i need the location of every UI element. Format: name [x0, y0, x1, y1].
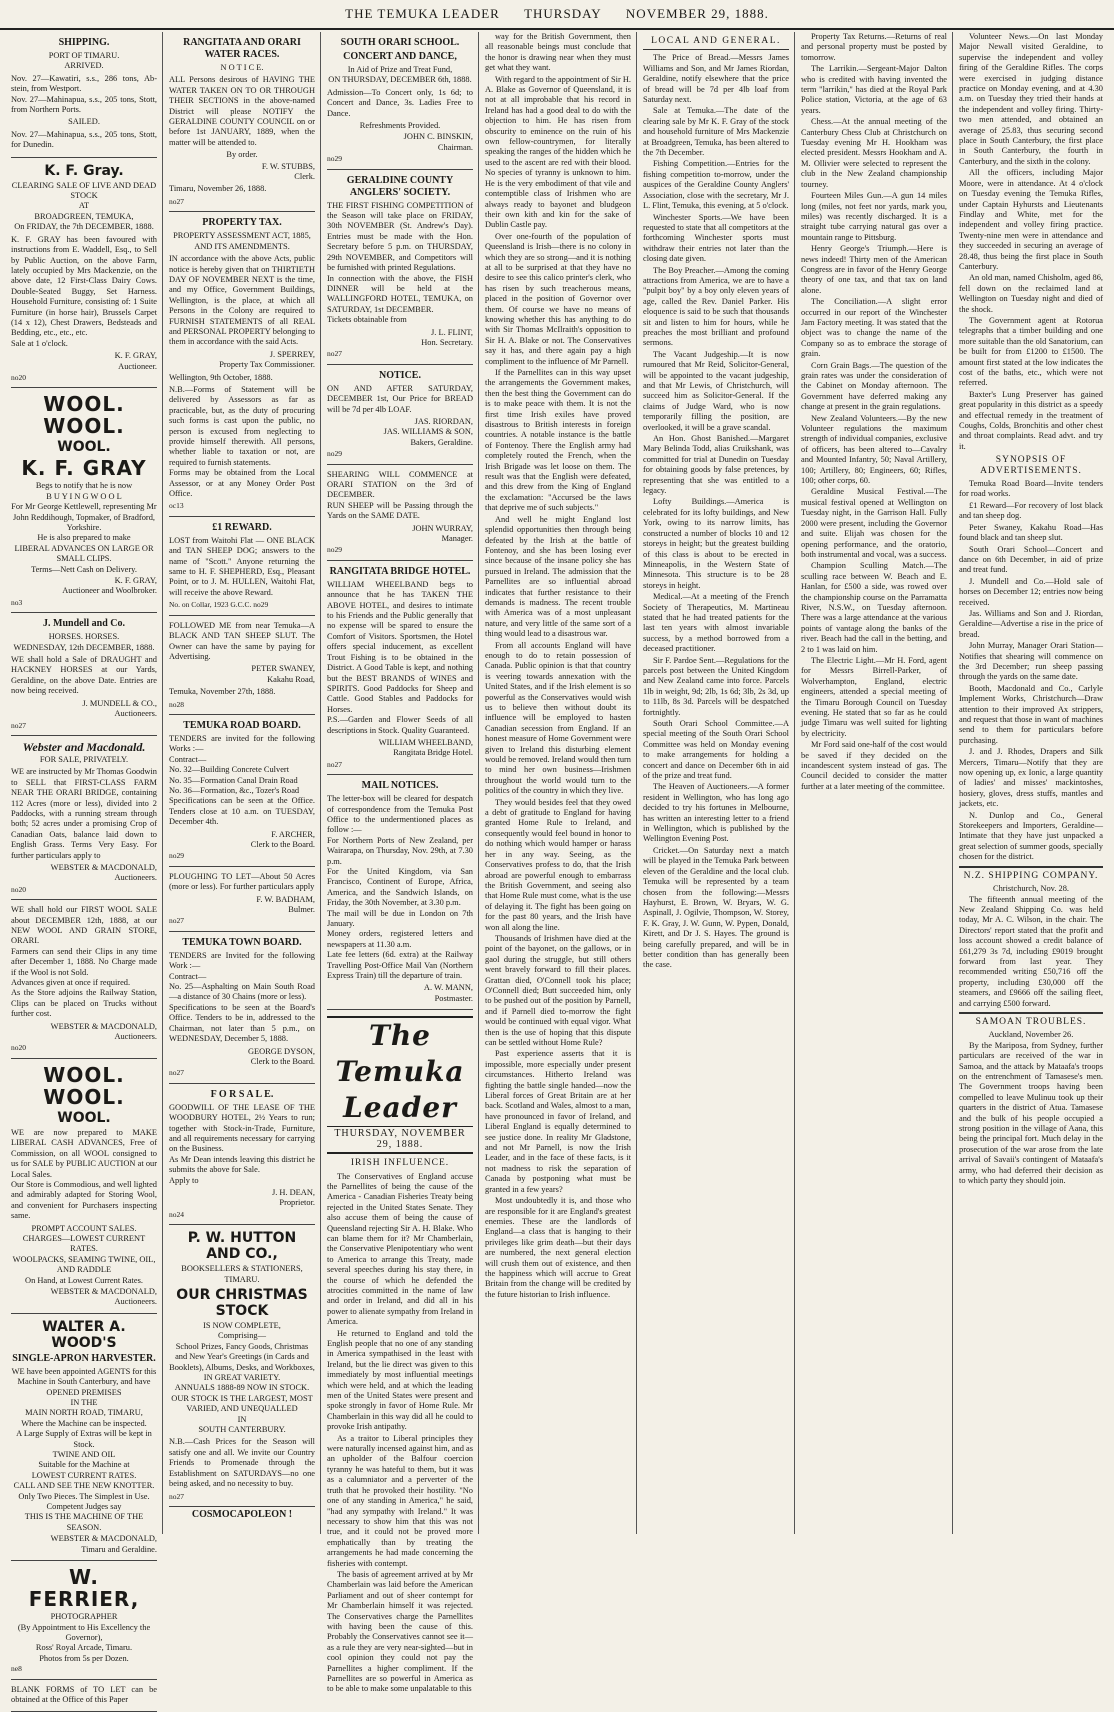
hutton-ad — [169, 1225, 315, 1507]
gray-heading: K. F. Gray. — [44, 162, 124, 179]
cosmo-heading: COSMOCAPOLEON ! — [191, 1508, 293, 1520]
synopsis-item: J. Mundell and Co.—Hold sale of horses on December 12; entries now being received. — [959, 576, 1103, 607]
local-paragraph: Property Tax Returns.—Returns of real and personal property must be posted by tomorrow. — [801, 32, 947, 62]
webster-subheading: FOR SALE, PRIVATELY. — [39, 754, 129, 764]
tax-subheading: PROPERTY ASSESSMENT ACT, 1885, AND ITS AMENDMENTS. — [173, 231, 311, 251]
bridge-hotel-body: WILLIAM WHEELBAND begs to announce that he has TAKEN THE ABOVE HOTEL, and desires to intimate to his Friends and the Public generally that no expense will be spared to ensure the Comfort of Visitors. Sportsmen, the Hotel offers special inducement, as excellent Trout Fishing is to be obtained in the District. A Good Table is kept, and nothing but the BEST BRANDS of WINES and SPIRITS. Good Paddocks for Sheep and Cattle. Good Stables and Paddocks for Horses. P.S.—Garden and Flower Seeds of all descriptions in Stock. Quality Guaranteed. — [327, 579, 473, 735]
local-paragraph: Volunteer News.—On last Monday Major Newall visited Geraldine, to supervise the independent and volley firing of the Geraldine Rifles. The corps were exercised in judging distance practice on Monday evening, and at 4.30 a.m. on Tuesday they tried their hands at the independent and volley firing. Thirty-two men attended, and obtained an average of 25.83, thus securing second place in South Canterbury, the first place in South Canterbury, the fourth in Canterbury, and the sixth in the colony. — [959, 32, 1103, 166]
editorial-paragraph: And well he might England lost splendid opportunities then through being defeated by the Irish at the battle of Fontenoy, and she has been losing ever since because of the insane policy she has pursued in Ireland. The admission that the Parnellites are so influential abroad indicates that further resistance to their demands is madness. The recent trouble with America was of a most unpleasant nature, and very little of the same sort of a thing would lead to a disastrous war. — [485, 514, 631, 639]
school-concert-ad — [327, 32, 473, 170]
nz-shipping-body: The fifteenth annual meeting of the New Zealand Shipping Co. was held today, Mr A. C. Wilson, in the chair. The Directors' report stated that the profit and loss account showed a credit balance of £61,279 3s 7d, including £9019 brought forward from last year. They recommended writing £50,716 off the property, including £30,000 off the steamers, and £9666 off the sailing fleet, and carrying £500 forward. — [959, 894, 1103, 1008]
synopsis-item: N. Dunlop and Co., General Storekeepers and Importers, Geraldine—Intimate that they have just unpacked a great selection of summer goods, specially chosen for the district. — [959, 810, 1103, 862]
masthead-day: THURSDAY — [524, 6, 602, 21]
reward-body: LOST from Waitohi Flat — ONE BLACK and TAN SHEEP DOG; answers to the name of "Scott." Anyone returning the same to H. F. SHEPHERD, Esq., Pleasant Point, or to J. M. HULLEN, Waitohi Flat, will receive the above Reward. — [169, 535, 315, 597]
nz-shipping-place: Christchurch, Nov. 28. — [993, 884, 1069, 894]
synopsis-item: Jas. Williams and Son and J. Riordan, Geraldine—Advertise a rise in the price of bread. — [959, 608, 1103, 639]
notice-signature: JAS. RIORDAN, JAS. WILLIAMS & SON, Bakers, Geraldine. — [383, 416, 473, 447]
rang-notice: N O T I C E. — [220, 63, 264, 72]
anglers-ref: no27 — [327, 349, 342, 359]
gray-place: BROADGREEN, TEMUKA, — [34, 211, 134, 221]
column-7 — [954, 32, 1108, 1534]
irish-heading: IRISH INFLUENCE. — [350, 1158, 450, 1169]
wool2-signature: WEBSTER & MACDONALD, Auctioneers. — [50, 1021, 157, 1042]
local-paragraph: Champion Sculling Match.—The sculling race between W. Beach and E. Hanlan, for £500 a side, was rowed over the championship course on the Parramatta River, N.S.W., on Tuesday afternoon. There was a large attendance at the various points of vantage along the banks of the river. Beach had the call in the betting, and 2 to 1 was laid on him. — [801, 561, 947, 654]
local-paragraph: An old man, named Chisholm, aged 86, fell down on the reclaimed land at Wellington on Tuesday night and died of the shock. — [959, 273, 1103, 314]
anglers-heading: GERALDINE COUNTY ANGLERS' SOCIETY. — [346, 174, 454, 198]
samoa-body: By the Mariposa, from Sydney, further particulars are received of the war in Samoa, and the attack by Mataafa's troops on the entrenchment of Tamasese's men. The Government troops having been compelled to leave Mulinuu took up their quarters in the district of Atua. Tamasese and the bulk of his people occupied a strong position in the village of Aana, this being the principal fort. Much delay in the prosecution of the war arose from the late arrival of Savaii's contingent of Mataafa's army, who had deferred their decision as to which party they should join. — [959, 1040, 1103, 1186]
section-rule — [959, 866, 1103, 868]
column-6 — [796, 32, 953, 1534]
tax-signature: J. SPERREY, Property Tax Commissioner. — [219, 349, 315, 370]
school-date: ON THURSDAY, DECEMBER 6th, 1888. — [328, 75, 472, 85]
hutton-christmas: OUR CHRISTMAS STOCK — [176, 1287, 308, 1319]
town-heading: TEMUKA TOWN BOARD. — [182, 936, 302, 948]
samoa-place: Auckland, November 26. — [988, 1030, 1074, 1040]
found-dog-ad — [169, 616, 315, 715]
wool-ref: no3 — [11, 597, 23, 607]
road-ref: no29 — [169, 851, 184, 861]
ferrier-ref: ne8 — [11, 1664, 22, 1674]
nameplate-dateline: THURSDAY, NOVEMBER 29, 1888. — [327, 1126, 473, 1154]
local-paragraph: Chess.—At the annual meeting of the Canterbury Chess Club at Christchurch on Tuesday evening Mr H. Hookham was elected president. Messrs Hookham and A. M. Ollivier were selected to represent the club in the New Zealand championship tourney. — [801, 117, 947, 189]
synopsis-item: John Murray, Manager Orari Station—Notifies that shearing will commence on the 3rd December; run sheep passing through the yards on the same date. — [959, 641, 1103, 682]
hotel-sale-ad — [169, 1084, 315, 1225]
mundell-signature: J. MUNDELL & CO., Auctioneers. — [82, 698, 157, 719]
mail-heading: MAIL NOTICES. — [361, 780, 439, 792]
editorial-paragraph: way for the British Government, then all reasonable beings must conclude that the honor is drawing near when they must get what they want. — [485, 32, 631, 73]
wool-body: Begs to notify that he is now B U Y I N G W O O L For Mr George Kettlewell, representing Mr John Reddihough, Topmaker, of Bradford, Yorkshire. He is also prepared to make LIBERAL ADVANCES ON LARGE OR SMALL CLIPS. — [11, 481, 157, 564]
school-ref: no29 — [327, 154, 342, 164]
arrived-heading: ARRIVED. — [64, 61, 104, 71]
local-paragraph: Geraldine Musical Festival.—The musical festival opened at Wellington on Tuesday night, in the Garrison Hall. Fully 2000 were present, including the Governor and suite. Elijah was chosen for the opening performance, and the oratorio, both instrumental and vocal, was a success. — [801, 487, 947, 559]
rang-signature: F. W. STUBBS, Clerk. — [261, 161, 315, 182]
synopsis-item: £1 Reward—For recovery of lost black and tan sheep dog. — [959, 500, 1103, 521]
blank-forms-text: BLANK FORMS of TO LET can be obtained at the Office of this Paper — [11, 1684, 157, 1704]
irish-paragraph: The Conservatives of England accuse the Parnellites of being the cause of the America - Canadian Fisheries Treaty being rejected in the United States Senate. They also accuse them of being the cause of Queensland rejecting Sir A. H. Blake. Who can blame them for it? Mr Chamberlain, the Conservative Plenipotentiary who went to America to arrange this Treaty, made several speeches during his stay there, in the course of which he defended the atrocities committed in the name of law and order in Ireland, and did all in his power to alienate sympathy from Ireland in America. — [327, 1171, 473, 1327]
column-1 — [6, 32, 163, 1704]
local-paragraph: Sir F. Pardoe Sent.—Regulations for the parcels post between the United Kingdom and New Zealand came into force. Parcels 1lb in weight, 9d; 2lb, 1s 6d; 3lb, 2s 3d, up to 11lb, 8s 3d. Parcels will be despatched fortnightly. — [643, 655, 789, 717]
editorial-paragraph: With regard to the appointment of Sir H. A. Blake as Governor of Queensland, it is not at all improbable that his record in Ireland has had a good deal to do with the objection to him. He has risen from obscurity to eminence on the ruin of his own fellow-countrymen, for literally speaking the ranges of the hidden which he used to the ascent are red with their blood. No species of tyranny is unknown to him. He is the very embodiment of that vile and contemptible class of Irishmen who are always ready to bayonet and bludgeon their own kith and kin for the sake of Dublin Castle pay. — [485, 74, 631, 230]
mail-signature: A. W. MANN, Postmaster. — [423, 983, 473, 1003]
local-paragraph: South Orari School Committee.—A special meeting of the South Orari School Committee was held on Monday evening to make arrangements for holding a concert and dance on December 6th in aid of the prize and treat fund. — [643, 719, 789, 781]
editorial-paragraph: Past experience asserts that it is impossible, more especially under present circumstances. Hitherto Ireland was fighting the battle single handed—now the Liberal forces of Great Britain are at her back. Scotland and Wales, almost to a man, have pronounced in favor of Ireland, and Liberal England is equally determined to see justice done. In reality Mr Gladstone, and not Mr Parnell, is now the Irish Leader, and in the face of these facts, is it not madness to risk the separation of Canada by postponing what must be granted in a few years? — [485, 1049, 631, 1194]
synopsis-item: J. and J. Rhodes, Drapers and Silk Mercers, Timaru—Notify that they are now opening up, ex Ionic, a large quantity of ladies' and misses' mackintoshes, hosiery, gloves, dress stuffs, mantles and jackets, etc. — [959, 747, 1103, 809]
columns — [6, 32, 1108, 1704]
rang-heading: RANGITATA AND ORARI WATER RACES. — [183, 37, 301, 60]
local-paragraph: Fourteen Miles Gun.—A gun 14 miles long (miles, not feet nor yards, mark you, miles) was recently discharged. It is a straight tube carrying natural gas over a mountain range to Pittsburg. — [801, 191, 947, 242]
wood-harvester-ad — [11, 1314, 157, 1561]
mail-notices — [327, 775, 473, 1010]
local-paragraph: Cricket.—On Saturday next a match will be played in the Temuka Park between eleven of the Geraldine and the local club. Temuka will be represented by a team chosen from the following:—Messrs Hayhurst, E. Brown, W. Bryars, W. G. Aspinall, J. Ogilvie, Thompson, W. Storey, F. K. Gray, J. W. Gunn, W. Pypen, Donald, Kirett, and Dr J. S. Hayes. The ground is being carefully prepared, and will be in better condition than has generally been the case. — [643, 845, 789, 970]
samoa-heading: SAMOAN TROUBLES. — [975, 1016, 1087, 1027]
plough-signature: F. W. BADHAM, Bulmer. — [256, 894, 315, 915]
wool-subheading: WOOL. — [57, 439, 111, 456]
gray-clearing-sale-ad — [11, 158, 157, 389]
dog-signature: PETER SWANEY, Kakahu Road, — [251, 664, 315, 684]
mail-body: The letter-box will be cleared for despatch of correspondence from the Temuka Post Office to the undermentioned places as follow :— For Northern Ports of New Zealand, per Wairarapa, on Thursday, Nov. 29th, at 7.30 p.m. For the United Kingdom, via San Francisco, Continent of Europe, Africa, America, and the Sandwich Islands, on Friday, the 30th November, at 3.30 p.m. The mail will be due in London on 7th January. Money orders, registered letters and newspapers at 11.30 a.m. Late fee letters (6d. extra) at the Railway Travelling Post-Office Mail Van (Northern Express Train) till the departure of train. — [327, 794, 473, 981]
wool3-heading: WOOL. WOOL. — [43, 1062, 125, 1109]
gray-clearing-title: CLEARING SALE OF LIVE AND DEAD STOCK — [11, 180, 157, 201]
shipping-port: PORT OF TIMARU. — [48, 51, 120, 60]
mundell-date: WEDNESDAY, 12th DECEMBER, 1888. — [13, 642, 155, 652]
synopsis-item: Booth, Macdonald and Co., Carlyle Implement Works, Christchurch—Draw attention to their improved Ax strippers, and request that those in want of machines send to them for particulars before purchasing. — [959, 683, 1103, 745]
irish-paragraph: He returned to England and told the English people that no one of any standing in America sympathised in the least with Ireland, but the lie direct was given to this immediately by most influential meetings which were held, and at which the leading men of the United States were present and spoke strongly in favor of Home Rule. Mr Chamberlain in this way did all he could to provoke Irish antipathy. — [327, 1328, 473, 1432]
editorial-paragraph: From all accounts England will have enough to do to retain possession of Canada. Public opinion is that that country is veering towards annexation with the United States, and if the Irish element is so powerful as the Conservatives would wish us to believe then without doubt its influence will be employed to hasten Canadian secession from England. If an honest measure of Home Government were given to Ireland this disturbing element would be removed. Ireland would then turn to mind her own business—Irishmen throughout the world would turn to the politics of the country in which they live. — [485, 640, 631, 796]
editorial-paragraph: Most undoubtedly it is, and those who are responsible for it are England's greatest enemies. These are the landlords of England—a class that is hanging to their privileges like grim death—but their days are numbered, the next general election will crush them out of existence, and then the happiness which will accrue to Great Britain from the change will be credited by the future historian to Irish influence. — [485, 1196, 631, 1299]
wool3-prompt: PROMPT ACCOUNT SALES. CHARGES—LOWEST CURRENT RATES. WOOLPACKS, SEAMING TWINE, OIL, AND RADDLE On Hand, at Lowest Current Rates. — [12, 1223, 156, 1285]
local-paragraph: Sale at Temuka.—The date of the clearing sale by Mr K. F. Gray of the stock and household furniture of Mrs Mackenzie at Broadgreen, Temuka, has been altered to the 7th December. — [643, 106, 789, 158]
column-5 — [638, 32, 795, 1534]
editorial-paragraph: They would besides feel that they owed a debt of gratitude to England for having granted Home Rule to Ireland, and consequently would feel bound in honor to do nothing which would hamper or harass her in any way. Seeing, as the Conservatives profess to do, that the Irish abroad are powerful enough to embarrass the British Government, and seeing also that Home Rule must come, what is the use of delaying it. The fight has been going on for the past 80 years, and the Irish have won all along the line. — [485, 797, 631, 932]
hotel-sale-body: GOODWILL OF THE LEASE OF THE WOODBURY HOTEL, 2½ Years to run; together with Stock-in-Trade, Furniture, and all requirements necessary for carrying on the Business. As Mr Dean intends leaving this district he submits the above for Sale. Apply to — [169, 1102, 315, 1185]
school-refreshments: Refreshments Provided. — [359, 121, 441, 131]
rang-body: ALL Persons desirous of HAVING THE WATER TAKEN ON TO OR THROUGH THEIR SECTIONS in the above-named District will please NOTIFY the GERALDINE COUNTY COUNCIL on or before 1st JANUARY, 1889, when the matter will be attended to. — [169, 75, 315, 147]
plough-ref: no27 — [169, 916, 184, 926]
nameplate: The Temuka Leader — [327, 1016, 473, 1126]
wood-body: WE have been appointed AGENTS for this Machine in South Canterbury, and have OPENED PREMISES IN THE MAIN NORTH ROAD, TIMARU, Where the Machine can be inspected. A Large Supply of Extras will be kept in Stock. TWINE AND OIL Suitable for the Machine at LOWEST CURRENT RATES. CALL AND SEE THE NEW KNOTTER. Only Two Pieces. The Simplest in Use. Competent Judges say THIS IS THE MACHINE OF THE SEASON. — [11, 1366, 157, 1532]
gray-signature: K. F. GRAY, Auctioneer. — [114, 351, 157, 371]
mundell-ref: no27 — [11, 720, 26, 730]
mundell-ad — [11, 613, 157, 736]
synopsis-item: Peter Swaney, Kakahu Road—Has found black and tan sheep slut. — [959, 522, 1103, 543]
school-concert: CONCERT AND DANCE, — [343, 51, 457, 62]
editorial-paragraph: Over one-fourth of the population of Queensland is Irish—there is no colony in which they are so strong—and it is nothing at all to be surprised at that they have no desire to see this calico printer's clerk, who has risen by such treacherous means, placed in the position of Governor over them. Of course we have no means of knowing whether this has anything to do with Sir Thomas McIlraith's opposition to Sir H. A. Blake or not. The Conservatives say it has, and there again pay a high compliment to the influence of Mr Parnell. — [485, 231, 631, 366]
local-paragraph: Fishing Competition.—Entries for the fishing competition to-morrow, under the auspices of the Geraldine County Anglers' Association, close with the secretary, Mr J. L. Flint, Temuka, this evening, at 5 o'clock. — [643, 159, 789, 211]
local-paragraph: Mr Ford said one-half of the cost would be saved if they decided on the incandescent system instead of gas. The Council decided to consider the matter further at a later meeting of the committee. — [801, 740, 947, 791]
gray-wool-ad — [11, 388, 157, 613]
anglers-ad — [327, 170, 473, 365]
shearing-ad — [327, 465, 473, 561]
shear-ref: no29 — [327, 545, 342, 555]
wood-subheading: SINGLE-APRON HARVESTER. — [12, 1352, 156, 1364]
local-general-heading: LOCAL AND GENERAL. — [643, 36, 789, 50]
nz-shipping-heading: N.Z. SHIPPING COMPANY. — [963, 870, 1099, 881]
wool3-body: WE are now prepared to MAKE LIBERAL CASH ADVANCES, Free of Commission, on all WOOL consigned to us for SALE by PUBLIC AUCTION at our Local Sales. Our Store is Commodious, and well lighted and admirably adapted for Storing Wool, and convenient for Purchasers inspecting same. — [11, 1127, 157, 1221]
bridge-hotel-signature: WILLIAM WHEELBAND, Rangitata Bridge Hotel. — [378, 737, 473, 758]
hutton-body: IS NOW COMPLETE, Comprising— School Prizes, Fancy Goods, Christmas and New Year's Greetings (in Cards and Booklets), Albums, Desks, and Workboxes, IN GREAT VARIETY. ANNUALS 1888-89 NOW IN STOCK. OUR STOCK IS THE LARGEST, MOST VARIED, AND UNEQUALLED IN SOUTH CANTERBURY. — [169, 1321, 315, 1435]
tax-heading: PROPERTY TAX. — [202, 217, 282, 229]
mundell-body: WE shall hold a Sale of DRAUGHT and HACKNEY HORSES at our Yards, Geraldine, on the above Date. Entries are now being received. — [11, 655, 157, 696]
bridge-hotel-ad — [327, 561, 473, 775]
town-ref: no27 — [169, 1068, 184, 1078]
wood-signature: WEBSTER & MACDONALD, Timaru and Geraldine. — [50, 1534, 157, 1554]
wool2-body: WE shall hold our FIRST WOOL SALE about DECEMBER 12th, 1888, at our NEW WOOL AND GRAIN STORE, ORARI. Farmers can send their Clips in any time after December 1, 1888. No Charge made if the Wool is not Sold. Advances given at once if required. As the Store adjoins the Railway Station, Clips can be placed on Trucks without further cost. — [11, 905, 157, 1019]
local-paragraph: Medical.—At a meeting of the French Society of Therapeutics, M. Martineau stated that he had treated patients for the last ten years with almost invariable success, by a method borrowed from a deceased practitioner. — [643, 592, 789, 654]
anglers-signature: J. L. FLINT, Hon. Secretary. — [421, 327, 473, 347]
notice-heading: NOTICE. — [379, 369, 421, 381]
masthead — [0, 0, 1114, 30]
webster-ref: no20 — [11, 884, 26, 894]
bread-notice-ad — [327, 365, 473, 465]
gray-ref: no20 — [11, 372, 26, 382]
road-board-ad — [169, 715, 315, 867]
ferrier-heading: W. FERRIER, — [28, 1565, 140, 1612]
webster-wool-sale-ad — [11, 900, 157, 1059]
local-paragraph: The Heaven of Auctioneers.—A former resident in Wellington, who has long ago decided to try his fortunes in Melbourne, has written an interesting letter to a friend in Wellington, which is published by the Wellington Evening Post. — [643, 782, 789, 844]
tax-ref: oc13 — [169, 501, 184, 511]
local-paragraph: All the officers, including Major Moore, were in attendance. At 4 o'clock on Tuesday evening the Temuka Rifles, under Captain Hyhursts and Lieutenants Findlay and White, met for the independent and volley firing practice. Twenty-nine men were in attendance and they succeeded in securing an average of 28.48, thus being the first place in South Canterbury. — [959, 168, 1103, 271]
mundell-subheading: HORSES. HORSES. — [48, 632, 120, 642]
notice-ref: no29 — [327, 449, 342, 459]
town-signature: GEORGE DYSON, Clerk to the Board. — [248, 1046, 315, 1066]
local-paragraph: The Boy Preacher.—Among the coming attractions from America, we are to have a "pulpit boy" by a boy only eleven years of age, called the Rev. Daniel Parker. His eloquence is said to be such that thousands sit and listen to him for hours, while he preaches the most brilliant and profound sermons. — [643, 265, 789, 348]
local-paragraph: The Larrikin.—Sergeant-Major Dalton who is credited with having invented the term "larrikin," has died at the Royal Park Police station, Victoria, at the age of 63 years. — [801, 64, 947, 115]
town-body: TENDERS are Invited for the following Work :— Contract— No. 25—Asphalting on Main South Road—a distance of 30 Chains (more or less). Specifications to be seen at the Board's Office. Tenders to be in, addressed to the Chairman, not later than 5 p.m., on WEDNESDAY, December 5, 1888. — [169, 950, 315, 1044]
wool-terms: Terms—Nett Cash on Delivery. — [31, 564, 137, 574]
webster-farm-ad — [11, 736, 157, 900]
gray-date: On FRIDAY, the 7th DECEMBER, 1888. — [14, 222, 154, 232]
anglers-body: THE FIRST FISHING COMPETITION of the Season will take place on FRIDAY, 30th NOVEMBER (St. Andrew's Day). Entries must be made with the Hon. Secretary before 5 p.m. on THURSDAY, 29th NOVEMBER, and Competitors will be furnished with printed Regulations. In connection with the above, the FISH DINNER will be held at the WALLINGFORD HOTEL, TEMUKA, on SATURDAY, 1st DECEMBER. Tickets obtainable from — [327, 200, 473, 325]
editorial-paragraph: Thousands of Irishmen have died at the point of the bayonet, on the gallows, or in gaol during the struggle, but still others went bravely forward to fill their places. Grattan died, O'Connell took his place; O'Connell died; Butt succeeded him, only to be pushed out of the position by Parnell, and if Parnell died to-morrow the fight would be continued with equal vigor. What then is the use of hoping that this dispute can be settled without Home Rule? — [485, 933, 631, 1047]
webster-body: WE are instructed by Mr Thomas Goodwin to SELL that FIRST-CLASS FARM NEAR THE ORARI BRIDGE, containing 112 Acres (more or less), divided into 2 Paddocks, with a running stream through both; 52 acres under a promising Crop of Canadian Oats, balance laid down to English Grass. Terms Very Easy. For further particulars apply to — [11, 767, 157, 860]
rang-ref: no27 — [169, 196, 184, 206]
dog-ref: no28 — [169, 699, 184, 709]
dog-date: Temuka, November 27th, 1888. — [169, 687, 276, 697]
shear-body: SHEARING WILL COMMENCE at ORARI STATION on the 3rd of DECEMBER. RUN SHEEP will be Passing through the Yards on the SAME DATE. — [327, 469, 473, 521]
masthead-date: NOVEMBER 29, 1888. — [625, 6, 769, 21]
hutton-nb: N.B.—Cash Prices for the Season will satisfy one and all. We invite our Country Friends to Promenade through the Establishment on SATURDAYS—no one being asked, and no necessity to buy. — [169, 1437, 315, 1489]
town-board-ad — [169, 932, 315, 1084]
road-heading: TEMUKA ROAD BOARD. — [183, 719, 301, 731]
webster-wool-advance-ad — [11, 1059, 157, 1314]
local-paragraph: Corn Grain Bags.—The question of the grain rates was under the consideration of the Cabinet on Monday afternoon. The Government have deferred making any change at present in the grain regulations. — [801, 360, 947, 412]
reward-ref: No. on Collar, 1923 G.C.C. no29 — [169, 600, 269, 610]
gray-at: AT — [78, 201, 90, 211]
webster-signature: WEBSTER & MACDONALD, Auctioneers. — [50, 862, 157, 883]
synopsis-item: South Orari School—Concert and dance on 6th December, in aid of prize and treat fund. — [959, 544, 1103, 575]
reward-ad — [169, 517, 315, 616]
section-rule — [959, 1012, 1103, 1014]
ploughing-ad — [169, 867, 315, 932]
blank-forms-ad — [11, 1680, 157, 1712]
synopsis-heading: SYNOPSIS OF ADVERTISEMENTS. — [980, 455, 1082, 476]
ferrier-ad — [11, 1561, 157, 1679]
property-tax-ad — [169, 212, 315, 517]
local-paragraph: The Conciliation.—A slight error occurred in our report of the Winchester Jam Factory meeting. It was stated that the object was to change the name of the Company so as to embrace the storage of grain. — [801, 297, 947, 359]
hutton-ref: no27 — [169, 1491, 184, 1501]
tax-nb: N.B.—Forms of Statement will be delivered by Assessors as far as practicable, but, as the duty of procuring such forms is cast upon the public, no person is excused from neglecting to provide himself therewith. All persons, whether liable to taxation or not, are required to furnish statements. Forms may be obtained from the Local Assessor, or at any Money Order Post Office. — [169, 384, 315, 499]
wool3-subheading: WOOL. — [57, 1109, 111, 1126]
hutton-heading: P. W. HUTTON AND CO., — [187, 1230, 297, 1263]
synopsis-item: Temuka Road Board—Invite tenders for road works. — [959, 479, 1103, 499]
reward-heading: £1 REWARD. — [212, 521, 272, 533]
arrived-text: Nov. 27—Kawatiri, s.s., 286 tons, Ab-stein, from Westport. Nov. 27—Mahinapua, s.s., 205 tons, Stott, from Northern Ports. — [11, 73, 157, 115]
dog-body: FOLLOWED ME from near Temuka—A BLACK AND TAN SHEEP SLUT. The Owner can have the same by paying for Advertising. — [169, 620, 315, 661]
column-3 — [322, 32, 479, 1694]
local-paragraph: The Electric Light.—Mr H. Ford, agent for Messrs Birrell-Parker, of Wolverhampton, England, electric engineers, attended a special meeting of the Timaru Borough Council on Tuesday evening. He stated that so far as he could judge Timaru was well suited for lighting by electricity. — [801, 655, 947, 738]
wool-signature: K. F. GRAY, Auctioneer and Woolbroker. — [62, 576, 157, 596]
local-paragraph: New Zealand Volunteers.—By the new Volunteer regulations the maximum strength of individual companies, exclusive of officers, has been altered to—Cavalry and Mounted Infantry, 50; Naval Artillery, 100; Artillery, 80; Engineers, 60; Rifles, 100; other corps, 60. — [801, 413, 947, 486]
local-paragraph: The Government agent at Rotorua telegraphs that a timber building and one more suitable than the old Sanatorium, can be built for from £1200 to £1500. The amount first stated at the low indicates the cost of the baths, etc., which were not referred. — [959, 315, 1103, 388]
road-body: TENDERS are invited for the following Works :— Contract— No. 32—Building Concrete Culvert No. 35—Formation Canal Drain Road No. 36—Formation, &c., Tozer's Road Specifications can be seen at the Office. Tenders close at 10 a.m. on TUESDAY, December 4th. — [169, 733, 315, 827]
bridge-hotel-ref: no27 — [327, 759, 342, 769]
plough-body: PLOUGHING TO LET—About 50 Acres (more or less). For further particulars apply — [169, 871, 315, 892]
wood-heading: WALTER A. WOOD'S — [42, 1318, 126, 1351]
rang-date: Timaru, November 26, 1888. — [169, 184, 267, 194]
wool-heading: WOOL. WOOL. — [43, 392, 125, 439]
school-admission: Admission—To Concert only, 1s 6d; to Concert and Dance, 3s. Ladies Free to Dance. — [327, 87, 473, 118]
masthead-paper-name: THE TEMUKA LEADER — [345, 6, 500, 21]
notice-body: ON AND AFTER SATURDAY, DECEMBER 1st, Our Price for BREAD will be 7d per 4lb LOAF. — [327, 383, 473, 414]
hotel-sale-signature: J. H. DEAN, Proprietor. — [271, 1187, 315, 1208]
sailed-heading: SAILED. — [68, 117, 100, 127]
hotel-sale-heading: F O R S A L E. — [210, 1088, 274, 1100]
ferrier-body: PHOTOGRAPHER (By Appointment to His Excellency the Governor), Ross' Royal Arcade, Timaru. Photos from 5s per Dozen. — [17, 1612, 151, 1663]
webster-heading: Webster and Macdonald. — [22, 739, 146, 754]
school-aid: In Aid of Prize and Treat Fund, — [347, 65, 453, 74]
hotel-sale-ref: no24 — [169, 1209, 184, 1219]
water-races-ad — [169, 32, 315, 212]
irish-paragraph: As a traitor to Liberal principles they were naturally incensed against him, and as an upholder of the Balfour coercion tyranny he was hateful to them, but it was as a calumniator and a perverter of the truth that he provoked their hostility. "No one of any standing in America," he said, "had any sympathy with Ireland." It was necessary to show him that this was not true, and it could not be proved more emphatically than by treating the arrangements he had made concerning the fisheries with contempt. — [327, 1433, 473, 1568]
shear-signature: JOHN WURRAY, Manager. — [412, 523, 473, 544]
local-paragraph: The Vacant Judgeship.—It is now rumoured that Mr Reid, Solicitor-General, will be appointed to the vacant judgeship, and that Mr Lewis, of Christchurch, will succeed him as Solicitor-General. If the claims of Judge Ward, who is now temporarily filling the position, are overlooked, it will be a grave scandal. — [643, 349, 789, 432]
sailed-text: Nov. 27—Mahinapua, s.s., 205 tons, Stott, for Dunedin. — [11, 129, 157, 150]
local-paragraph: The Price of Bread.—Messrs James Williams and Son, and Mr James Riordan, Geraldine, notify elsewhere that the price of bread will be 7d per 4lb loaf from Saturday next. — [643, 53, 789, 105]
tax-body: IN accordance with the above Acts, public notice is hereby given that on THIRTIETH DAY OF NOVEMBER NEXT is the time, and my Office, Government Buildings, Wellington, is the place, at which all Persons in the Colony are required to FURNISH STATEMENTS of all REAL and PERSONAL PROPERTY belonging to them in accordance with the said Acts. — [169, 254, 315, 347]
mundell-heading: J. Mundell and Co. — [43, 618, 125, 630]
school-heading: SOUTH ORARI SCHOOL. — [340, 37, 460, 48]
shipping-heading: SHIPPING. — [58, 37, 110, 48]
local-paragraph: Henry George's Triumph.—Here is news indeed! Thirty men of the American Congress are in favor of the Henry George theory of one tax, and that tax on land alone. — [801, 244, 947, 295]
hutton-subheading: BOOKSELLERS & STATIONERS, TIMARU. — [181, 1264, 303, 1284]
wool3-signature: WEBSTER & MACDONALD, Auctioneers. — [50, 1286, 157, 1307]
wool-name: K. F. GRAY — [21, 456, 147, 481]
tax-date: Wellington, 9th October, 1888. — [169, 372, 273, 382]
rang-by-order: By order. — [226, 150, 258, 160]
shipping-notice — [11, 32, 157, 158]
local-paragraph: Lofty Buildings.—America is celebrated for its lofty buildings, and New York, owing to its narrow limits, has constructed a number of blocks 10 and 12 storeys in height; but the greatest building of this class is about to be erected in Minneapolis, in the Western State of Minnesota. This structure is to be 28 storeys in height. — [643, 497, 789, 590]
road-signature: F. ARCHER, Clerk to the Board. — [250, 829, 315, 849]
column-2 — [164, 32, 321, 1534]
editorial-paragraph: If the Parnellites can in this way upset the arrangements the Government makes, then the best thing the Government can do is to make peace with them. It is not the first time Irish exiles have proved disastrous to British interests in foreign countries. A notable instance is the battle of Fontenoy. There the English army had completely routed the French, when the Irish Brigade was let loose on them. The result was that the English were defeated, and this drew from the King of England the exclamation: "Accursed be the laws that deprive me of such subjects." — [485, 368, 631, 513]
gray-body: K. F. GRAY has been favoured with instructions from E. Waddell, Esq., to Sell by Public Auction, on the above Farm, lately occupied by Mrs Mackenzie, on the above date, 12 First-Class Dairy Cows. Double-Seated Buggy, Set Harness. Household Furniture, consisting of: 1 Suite Furniture (in horse hair), Brussels Carpet (14 x 12), Chest Drawers, Bedsteads and Bedding, etc., etc., etc. Sale at 1 o'clock. — [11, 234, 157, 348]
local-paragraph: Winchester Sports.—We have been requested to state that all competitors at the forthcoming Winchester sports must withdraw their entries not later than the closing date given. — [643, 212, 789, 264]
column-4 — [480, 32, 637, 1534]
local-paragraph: An Hon. Ghost Banished.—Margaret Mary Belinda Todd, alias Cruikshank, was committed for trial at Dunedin on Tuesday for obtaining goods by false pretences, by representing that she was entitled to a legacy. — [643, 434, 789, 496]
bridge-hotel-heading: RANGITATA BRIDGE HOTEL. — [329, 565, 471, 577]
wool2-ref: no20 — [11, 1043, 26, 1053]
local-paragraph: Baxter's Lung Preserver has gained great popularity in this district as a speedy and effectual remedy in the treatment of Coughs, Colds, Bronchitis and other chest and throat complaints. Read advt. and try it. — [959, 389, 1103, 451]
school-signature: JOHN C. BINSKIN, Chairman. — [403, 132, 473, 152]
irish-paragraph: The basis of agreement arrived at by Mr Chamberlain was laid before the American Parliament and out of sheer contempt for Mr Chamberlain himself it was rejected. The Conservatives charge the Parnellites with having been the cause of this. Probably the Conservatives cannot see it—as a rule they are very near-sighted—but in cool opinion they could not pay the Parnellites a higher compliment. If the Parnellites are so powerful in America as to be able to make some unpalatable to this — [327, 1569, 473, 1694]
